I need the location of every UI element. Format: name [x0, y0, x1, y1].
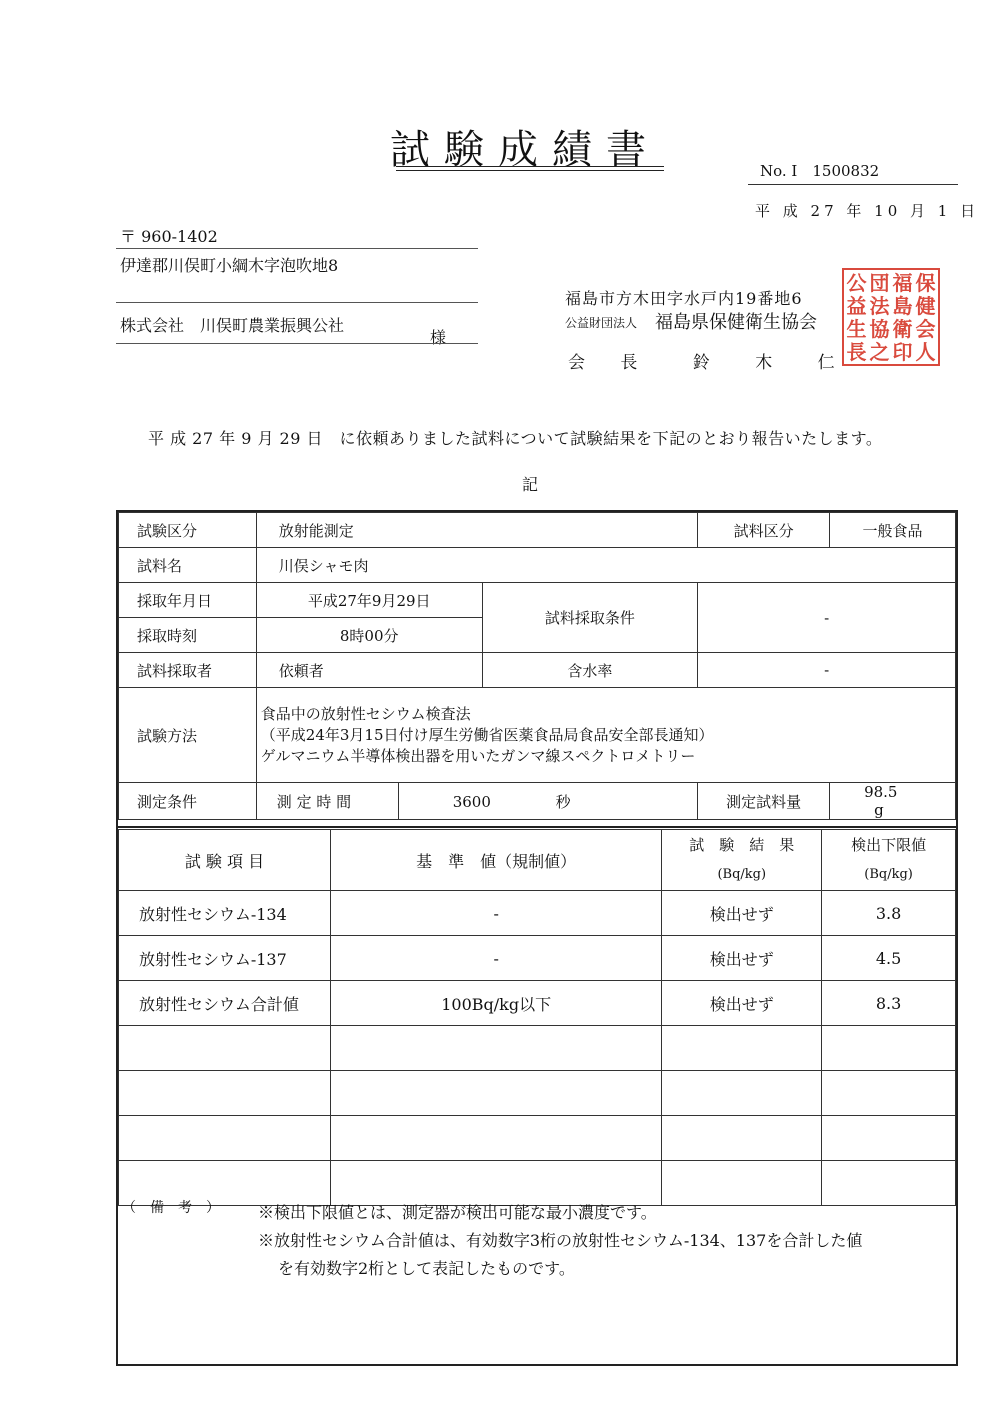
header-standard: 基 準 値（規制値） [330, 830, 661, 891]
label-sample-amount: 測定試料量 [698, 783, 830, 820]
empty-cell [662, 1026, 822, 1071]
recipient-line [116, 302, 478, 303]
title-underline-2 [396, 170, 664, 171]
result-item: 放射性セシウム合計値 [119, 981, 331, 1026]
header-test-item: 試 験 項 目 [119, 830, 331, 891]
value-measure-time [398, 783, 698, 820]
result-standard: 100Bq/kg以下 [330, 981, 661, 1026]
result-standard: - [330, 936, 661, 981]
seal-char: 人 [915, 339, 936, 364]
label-sampler: 試料採取者 [119, 653, 257, 688]
title-underline [396, 166, 664, 167]
issuer-head [568, 348, 835, 373]
empty-cell [119, 1026, 331, 1071]
head-title-char: 長 [620, 353, 638, 373]
label-measure-time: 測 定 時 間 [256, 783, 398, 820]
header-limit [822, 830, 956, 891]
seal-char: 之 [869, 339, 890, 364]
empty-cell [330, 1161, 661, 1206]
seal-char: 福 [892, 270, 913, 295]
intro-text: 平 成 27 年 9 月 29 日 に依頼ありました試料について試験結果を下記のとおり報告いたします。 [148, 429, 883, 448]
value-method [256, 688, 955, 783]
issue-date: 平 成 27 年 10 月 1 日 [755, 202, 980, 220]
section-divider [116, 826, 958, 828]
issuer-org-name: 福島県保健衛生協会 [655, 312, 817, 333]
value-sample-amount [830, 783, 956, 820]
empty-cell [662, 1116, 822, 1161]
label-sampling-date: 採取年月日 [119, 583, 257, 618]
table-row [119, 981, 956, 1026]
method-line: （平成24年3月15日付け厚生労働省医薬食品局食品安全部長通知） [260, 725, 714, 744]
label-sample-name: 試料名 [119, 548, 257, 583]
empty-cell [119, 1116, 331, 1161]
label-test-category: 試験区分 [119, 513, 257, 548]
recipient-line [116, 343, 478, 344]
empty-cell [330, 1071, 661, 1116]
label-sampling-time: 採取時刻 [119, 618, 257, 653]
recipient-address: 伊達郡川俣町小綱木字泡吹地8 [120, 256, 339, 275]
seal-char: 衛 [892, 316, 913, 341]
value-sampling-condition: - [698, 583, 956, 653]
method-line: 食品中の放射性セシウム検査法 [260, 704, 471, 723]
empty-cell [822, 1026, 956, 1071]
recipient-postal-code: 〒 960-1402 [120, 227, 218, 246]
header-result-unit: (Bq/kg) [717, 867, 767, 882]
empty-cell [330, 1116, 661, 1161]
seal-char: 印 [892, 339, 913, 364]
recipient-line [116, 248, 478, 249]
table-row [119, 936, 956, 981]
remarks-label: （ 備 考 ） [122, 1200, 220, 1216]
header-result [662, 830, 822, 891]
value-sampler: 依頼者 [256, 653, 482, 688]
seal-char: 健 [915, 293, 936, 318]
empty-row [119, 1071, 956, 1116]
value-sampling-time: 8時00分 [256, 618, 482, 653]
ki-heading: 記 [522, 475, 539, 494]
empty-cell [662, 1071, 822, 1116]
empty-cell [822, 1116, 956, 1161]
empty-row [119, 1026, 956, 1071]
seal-char: 長 [846, 339, 867, 364]
time-unit: 秒 [555, 792, 571, 811]
results-table [118, 829, 956, 1206]
value-moisture: - [698, 653, 956, 688]
amount-value: 98.5 [864, 783, 898, 801]
time-value: 3600 [452, 792, 491, 811]
seal-char: 生 [846, 316, 867, 341]
recipient-company: 株式会社 川俣町農業振興公社 [120, 316, 345, 335]
result-value: 検出せず [662, 936, 822, 981]
seal-char: 法 [869, 293, 890, 318]
issuer-org-type: 公益財団法人 [565, 316, 638, 330]
recipient-honorific: 様 [430, 328, 447, 347]
empty-cell [662, 1161, 822, 1206]
empty-cell [119, 1071, 331, 1116]
result-limit: 3.8 [822, 891, 956, 936]
seal-char: 協 [869, 316, 890, 341]
head-name-char: 鈴 [692, 353, 710, 373]
head-title-char: 会 [568, 353, 585, 373]
label-conditions: 測定条件 [119, 783, 257, 820]
empty-row [119, 1161, 956, 1206]
value-test-category: 放射能測定 [256, 513, 698, 548]
header-limit-label: 検出下限値 [851, 836, 927, 854]
issuer-address: 福島市方木田字水戸内19番地6 [565, 289, 803, 308]
remark-note: ※放射性セシウム合計値は、有効数字3桁の放射性セシウム-134、137を合計した値 [258, 1231, 863, 1250]
amount-unit: g [874, 801, 884, 819]
header-result-label: 試 験 結 果 [689, 836, 795, 854]
result-value: 検出せず [662, 891, 822, 936]
value-sample-name: 川俣シャモ肉 [256, 548, 955, 583]
empty-row [119, 1116, 956, 1161]
sample-info-table [118, 512, 956, 820]
seal-char: 島 [892, 293, 913, 318]
label-sample-category: 試料区分 [698, 513, 830, 548]
header-limit-unit: (Bq/kg) [864, 867, 913, 882]
result-value: 検出せず [662, 981, 822, 1026]
official-seal [842, 268, 940, 366]
table-row [119, 891, 956, 936]
value-sample-category: 一般食品 [830, 513, 956, 548]
empty-cell [822, 1071, 956, 1116]
document-number: No. Ⅰ 1500832 [760, 162, 880, 180]
seal-char: 会 [915, 316, 936, 341]
value-sampling-date: 平成27年9月29日 [256, 583, 482, 618]
remark-note: を有効数字2桁として表記したものです。 [278, 1259, 575, 1278]
empty-cell [822, 1161, 956, 1206]
result-item: 放射性セシウム-134 [119, 891, 331, 936]
document-title: 試験成績書 [390, 127, 660, 173]
seal-char: 保 [915, 270, 936, 295]
label-sampling-condition: 試料採取条件 [482, 583, 698, 653]
label-moisture: 含水率 [482, 653, 698, 688]
remark-note: ※検出下限値とは、測定器が検出可能な最小濃度です。 [258, 1203, 657, 1222]
head-name-char: 木 [755, 353, 773, 373]
result-limit: 4.5 [822, 936, 956, 981]
seal-char: 益 [846, 293, 867, 318]
result-item: 放射性セシウム-137 [119, 936, 331, 981]
seal-char: 団 [869, 270, 890, 295]
document-number-underline [748, 184, 958, 185]
method-line: ゲルマニウム半導体検出器を用いたガンマ線スペクトロメトリー [260, 746, 696, 765]
result-standard: - [330, 891, 661, 936]
label-method: 試験方法 [119, 688, 257, 783]
seal-char: 公 [846, 270, 867, 295]
empty-cell [330, 1026, 661, 1071]
result-limit: 8.3 [822, 981, 956, 1026]
head-name-char: 仁 [817, 353, 835, 373]
